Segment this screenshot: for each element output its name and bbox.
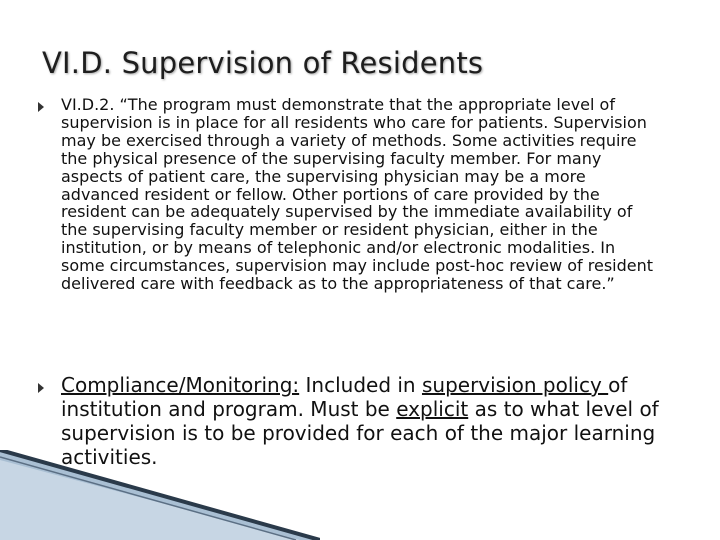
slide-title: VI.D. Supervision of Residents [42, 46, 484, 80]
triangle-bullet-icon [38, 383, 44, 393]
compliance-text-1: Included in [299, 373, 422, 397]
bullet-text: VI.D.2. “The program must demonstrate that the appropriate level of supervision is in place for all residents who care for patients. Supervision may be exercised through a variety of methods. Some activities require the physical presence of the supervising faculty member. For many aspects of patient care, the supervising physician may be a more advanced resident or fellow. Other portions of care provided by the resident can be adequately supervised by the immediate availability of the supervising faculty member or resident physician, either in the institution, or by means of telephonic and/or electronic modalities. In some circumstances, supervision may include post-hoc review of resident delivered care with feedback as to the appropriateness of that care.” [61, 95, 654, 294]
compliance-text-2: of institution and program. Must be [61, 373, 628, 421]
compliance-underlined-explicit: explicit [396, 397, 469, 421]
compliance-text-3: as to what level of supervision is to be provided for each of the major learning activities. [61, 397, 659, 469]
compliance-underlined-policy: supervision policy [421, 373, 609, 397]
bullet-item-requirement [38, 96, 668, 293]
corner-swoosh-decoration [0, 450, 320, 540]
triangle-bullet-icon [38, 102, 44, 112]
compliance-heading: Compliance/Monitoring: [61, 373, 300, 397]
